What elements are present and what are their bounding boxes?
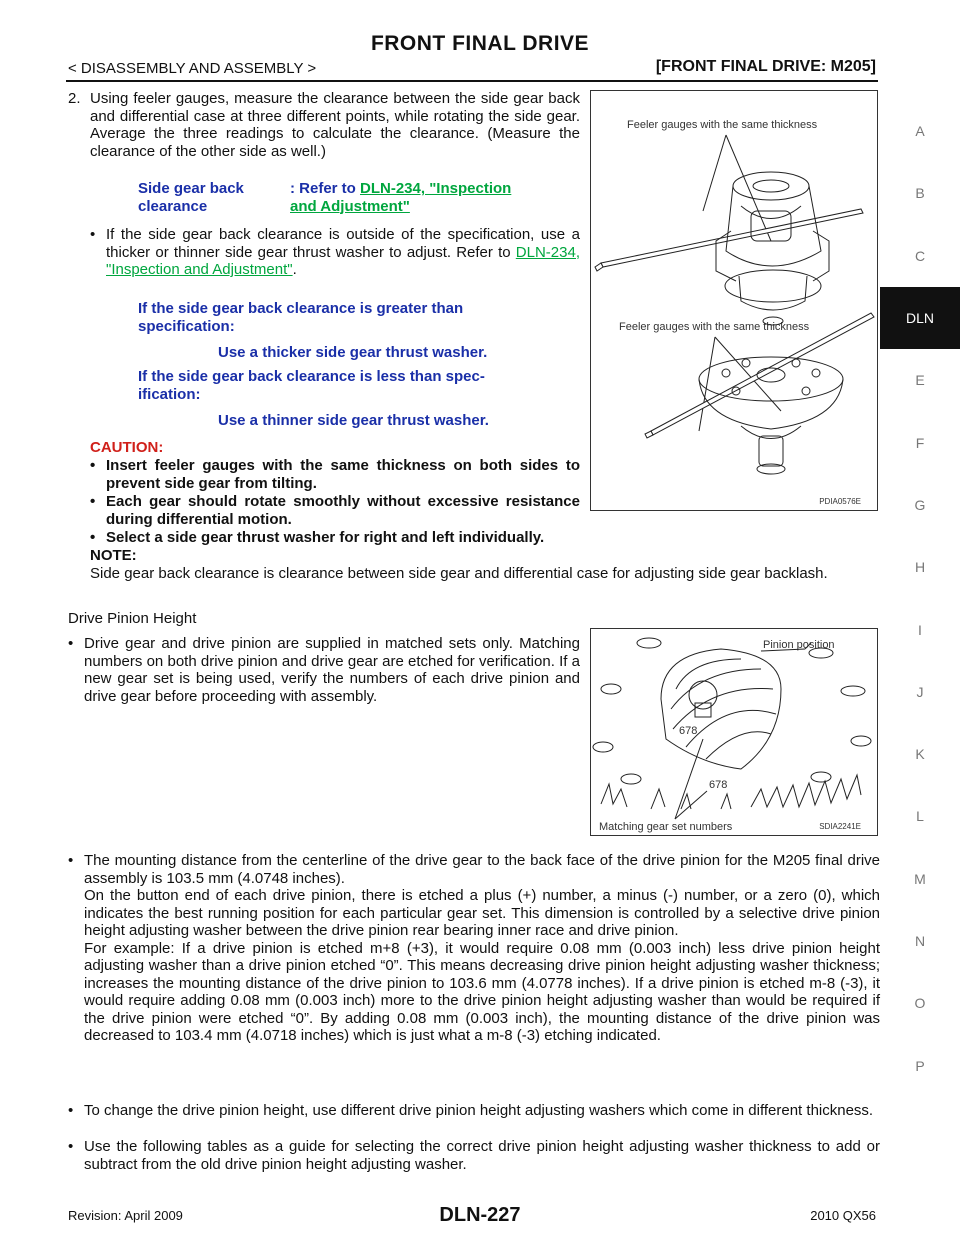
tab-a[interactable]: A [915,123,925,140]
pinion-bullet-2: • The mounting distance from the centerline of the drive gear to the back face of the drive pinion for the M205 final drive assembly is 103.5 mm (4.0748 inches). On the button end of each drive pinion, there is etched a plus (+) number, a minus (-) number, or a zero (0), which indicates the best running position for each particular gear set. This dimension is controlled by a selective drive pinion height adjusting washer between the drive pinion rear bearing inner race and drive pinion. For example: If a drive pinion is etched m+8 (+3), it would require 0.08 mm (0.003 inch) less drive pinion height adjusting washer than a drive pinion etched “0”. This means decreasing drive pinion height adjusting washer thickness; increases the mounting distance of the drive pinion to 103.6 mm (4.0778 inches). If a drive pinion is etched m-8 (-3), it would require adding 0.08 mm (0.003 inch) more to the drive pinion height adjusting washer than would be required if the drive pinion were etched “0”. By adding 0.08 mm (0.003 inch), the mounting distance of the drive pinion was decreased to 103.4 mm (4.0718 inches) which is just what a m-8 (-3) etching indicated. [68,852,880,1044]
note-text: Side gear back clearance is clearance between side gear and differential case for adjusting side gear backlash. [90,565,828,582]
section-heading: Drive Pinion Height [68,610,197,627]
note-title: NOTE: [90,547,137,564]
tab-p[interactable]: P [915,1057,925,1074]
fig2-num-gear: 678 [709,779,728,791]
pinion-bullet-1: • Drive gear and drive pinion are supplied in matched sets only. Matching numbers on both drive pinion and drive gear are etched for verification. If a new gear set is being used, verify the numbers of each drive pinion and drive gear before proceeding with assembly. [68,635,580,705]
cond-less: If the side gear back clearance is less than spec- ification: [138,368,485,403]
spec-label: Side gear back clearance [138,180,244,215]
tab-i[interactable]: I [918,621,922,638]
fig2-id: SDIA2241E [819,822,861,831]
caution-title: CAUTION: [90,439,164,456]
pinion-bullet-3: • To change the drive pinion height, use different drive pinion height adjusting washers which come in different thickness. [68,1102,874,1119]
bullet-outside-spec: • If the side gear back clearance is outside of the specification, use a thicker or thinner side gear thrust washer to adjust. Refer to DLN-234, "Inspection and Adjustment". [90,226,580,278]
feeler-gauge-figure [590,90,878,511]
tab-g[interactable]: G [914,496,926,513]
cond-thicker: Use a thicker side gear thrust washer. [218,344,488,361]
model-label: [FRONT FINAL DRIVE: M205] [655,58,876,75]
fig1-id: PDIA0576E [819,497,861,506]
tab-b[interactable]: B [915,185,925,202]
tab-o[interactable]: O [914,995,926,1012]
tab-j[interactable]: J [916,683,924,700]
header-divider [66,80,878,82]
fig1-label-top: Feeler gauges with the same thickness [627,119,818,131]
caution-item-2: • Each gear should rotate smoothly without excessive resistance during differential motion. [90,493,580,528]
fig2-label-match: Matching gear set numbers [599,821,733,833]
cond-greater: If the side gear back clearance is greater than specification: [138,300,464,335]
tab-c[interactable]: C [914,247,926,264]
fig2-num-pinion: 678 [679,725,698,737]
revision-date: Revision: April 2009 [68,1208,183,1223]
cond-thinner: Use a thinner side gear thrust washer. [218,412,489,429]
pinion-bullet-4: • Use the following tables as a guide for selecting the correct drive pinion height adjusting washer thickness to add or subtract from the old drive pinion height adjusting washer. [68,1138,880,1173]
gear-set-figure [590,628,878,836]
inspection-link[interactable]: DLN-234, "Inspection and Adjustment" [106,243,580,278]
page-number: DLN-227 [439,1204,521,1226]
spec-link-cont[interactable]: and Adjustment" [290,197,410,215]
step-text: Using feeler gauges, measure the clearance between the side gear back and differential case at three different points, while rotating the side gear. Average the three readings to calculate the clearance. (Measure the clearance of the other side as well.) [90,90,580,160]
tab-dln[interactable]: DLN [880,287,960,349]
page-title: FRONT FINAL DRIVE [370,32,590,55]
spec-value: : Refer to DLN-234, "Inspection and Adjustment" [290,180,512,215]
step-number: 2. [68,90,81,107]
section-breadcrumb: < DISASSEMBLY AND ASSEMBLY > [68,60,317,77]
differential-case-illustration [591,91,879,512]
caution-item-3: • Select a side gear thrust washer for right and left individually. [90,529,545,546]
fig1-label-mid: Feeler gauges with the same thickness [619,321,810,333]
model-year: 2010 QX56 [810,1208,876,1223]
caution-item-1: • Insert feeler gauges with the same thickness on both sides to prevent side gear from tilting. [90,457,580,492]
tab-n[interactable]: N [914,933,926,949]
tab-h[interactable]: H [914,559,926,576]
fig2-label-pinion: Pinion position [763,639,835,651]
tab-k[interactable]: K [915,746,925,763]
step-2 [68,90,580,160]
spec-link[interactable]: DLN-234, "Inspection [360,180,512,197]
tab-f[interactable]: F [915,434,925,451]
tab-l[interactable]: L [916,808,924,825]
tab-m[interactable]: M [914,870,926,887]
drive-gear-illustration [591,629,879,837]
tab-e[interactable]: E [915,372,925,389]
section-tabs [880,100,960,1097]
